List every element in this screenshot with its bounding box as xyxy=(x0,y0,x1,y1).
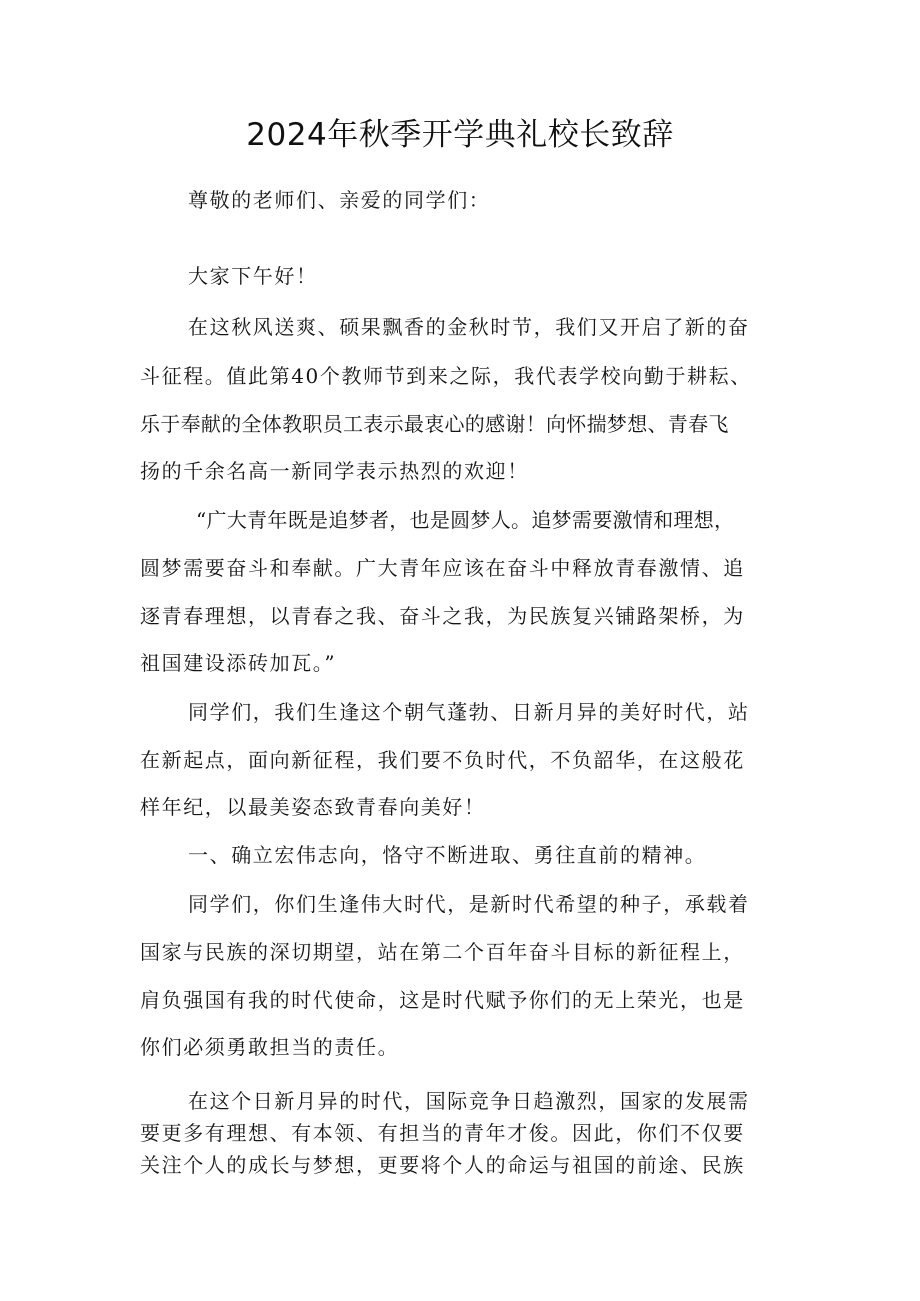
paragraph-line: 在这秋风送爽、硕果飘香的金秋时节，我们又开启了新的奋 xyxy=(188,315,750,339)
salutation-line: 尊敬的老师们、亲爱的同学们： xyxy=(188,188,491,212)
paragraph-line: 在这个日新月异的时代，国际竞争日趋激烈，国家的发展需 xyxy=(188,1089,750,1113)
paragraph-line: 同学们，我们生逢这个朝气蓬勃、日新月异的美好时代，站 xyxy=(188,700,750,724)
quote-line: 逐青春理想，以青春之我、奋斗之我，为民族复兴铺路架桥，为 xyxy=(140,604,745,628)
greeting-line: 大家下午好！ xyxy=(188,264,318,288)
quote-line: 祖国建设添砖加瓦。” xyxy=(140,651,337,675)
paragraph-line: 在新起点，面向新征程，我们要不负时代，不负韶华，在这般花 xyxy=(140,748,745,772)
document-title: 2024年秋季开学典礼校长致辞 xyxy=(246,117,674,153)
paragraph-line: 你们必须勇敢担当的责任。 xyxy=(140,1035,400,1059)
paragraph-line: 肩负强国有我的时代使命，这是时代赋予你们的无上荣光，也是 xyxy=(140,988,745,1012)
paragraph-line: 乐于奉献的全体教职员工表示最衷心的感谢！向怀揣梦想、青春飞 xyxy=(140,412,729,436)
quote-line: “广大青年既是追梦者，也是圆梦人。追梦需要激情和理想， xyxy=(196,508,735,532)
paragraph-line: 样年纪，以最美姿态致青春向美好！ xyxy=(140,795,486,819)
paragraph-line: 同学们，你们生逢伟大时代，是新时代希望的种子，承载着 xyxy=(188,892,750,916)
paragraph-line: 国家与民族的深切期望，站在第二个百年奋斗目标的新征程上， xyxy=(140,940,745,964)
paragraph-line: 扬的千余名高一新同学表示热烈的欢迎！ xyxy=(140,459,529,483)
paragraph-line: 关注个人的成长与梦想，更要将个人的命运与祖国的前途、民族 xyxy=(140,1153,745,1177)
section-heading: 一、确立宏伟志向，恪守不断进取、勇往直前的精神。 xyxy=(188,843,707,867)
paragraph-line: 斗征程。值此第40个教师节到来之际，我代表学校向勤于耕耘、 xyxy=(140,364,752,388)
paragraph-line: 要更多有理想、有本领、有担当的青年才俊。因此，你们不仅要 xyxy=(140,1121,745,1145)
quote-line: 圆梦需要奋斗和奉献。广大青年应该在奋斗中释放青春激情、追 xyxy=(140,556,745,580)
